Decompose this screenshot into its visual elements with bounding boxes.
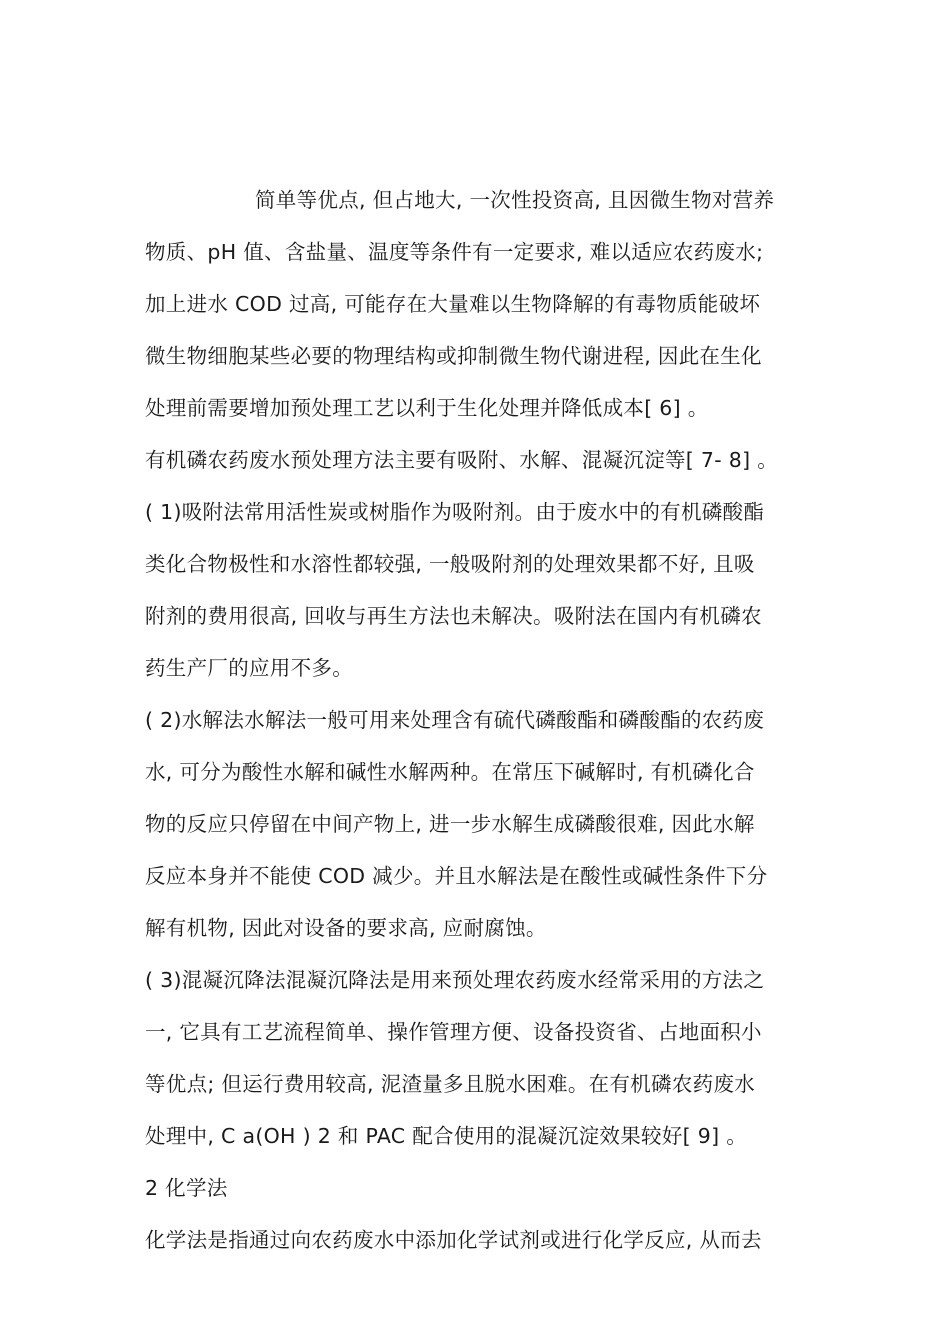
- text-line: 物的反应只停留在中间产物上, 进一步水解生成磷酸很难, 因此水解: [145, 812, 755, 836]
- body-text: [145, 174, 810, 1266]
- paragraph-line: ( 3)混凝沉降法混凝沉降法是用来预处理农药废水经常采用的方法之: [145, 968, 765, 992]
- paragraph-line: 化学法是指通过向农药废水中添加化学试剂或进行化学反应, 从而去: [145, 1228, 762, 1252]
- text-line: 加上进水 COD 过高, 可能存在大量难以生物降解的有毒物质能破坏: [145, 292, 761, 316]
- text-line: 处理前需要增加预处理工艺以利于生化处理并降低成本[ 6] 。: [145, 396, 709, 420]
- text-line: 微生物细胞某些必要的物理结构或抑制微生物代谢进程, 因此在生化: [145, 344, 762, 368]
- text-line: 一, 它具有工艺流程简单、操作管理方便、设备投资省、占地面积小: [145, 1020, 762, 1044]
- text-line: 简单等优点, 但占地大, 一次性投资高, 且因微生物对营养: [255, 188, 775, 212]
- text-line: 药生产厂的应用不多。: [145, 656, 353, 680]
- section-heading: 2 化学法: [145, 1176, 228, 1200]
- text-line: 解有机物, 因此对设备的要求高, 应耐腐蚀。: [145, 916, 547, 940]
- paragraph-line: 有机磷农药废水预处理方法主要有吸附、水解、混凝沉淀等[ 7- 8] 。: [145, 448, 779, 472]
- text-line: 水, 可分为酸性水解和碱性水解两种。在常压下碱解时, 有机磷化合: [145, 760, 755, 784]
- text-line: 物质、pH 值、含盐量、温度等条件有一定要求, 难以适应农药废水;: [145, 240, 764, 264]
- paragraph-line: ( 2)水解法水解法一般可用来处理含有硫代磷酸酯和磷酸酯的农药废: [145, 708, 765, 732]
- text-line: 反应本身并不能使 COD 减少。并且水解法是在酸性或碱性条件下分: [145, 864, 768, 888]
- paragraph-line: ( 1)吸附法常用活性炭或树脂作为吸附剂。由于废水中的有机磷酸酯: [145, 500, 765, 524]
- text-line: 处理中, C a(OH ) 2 和 PAC 配合使用的混凝沉淀效果较好[ 9] 。: [145, 1124, 747, 1148]
- text-line: 等优点; 但运行费用较高, 泥渣量多且脱水困难。在有机磷农药废水: [145, 1072, 756, 1096]
- text-line: 类化合物极性和水溶性都较强, 一般吸附剂的处理效果都不好, 且吸: [145, 552, 755, 576]
- text-line: 附剂的费用很高, 回收与再生方法也未解决。吸附法在国内有机磷农: [145, 604, 762, 628]
